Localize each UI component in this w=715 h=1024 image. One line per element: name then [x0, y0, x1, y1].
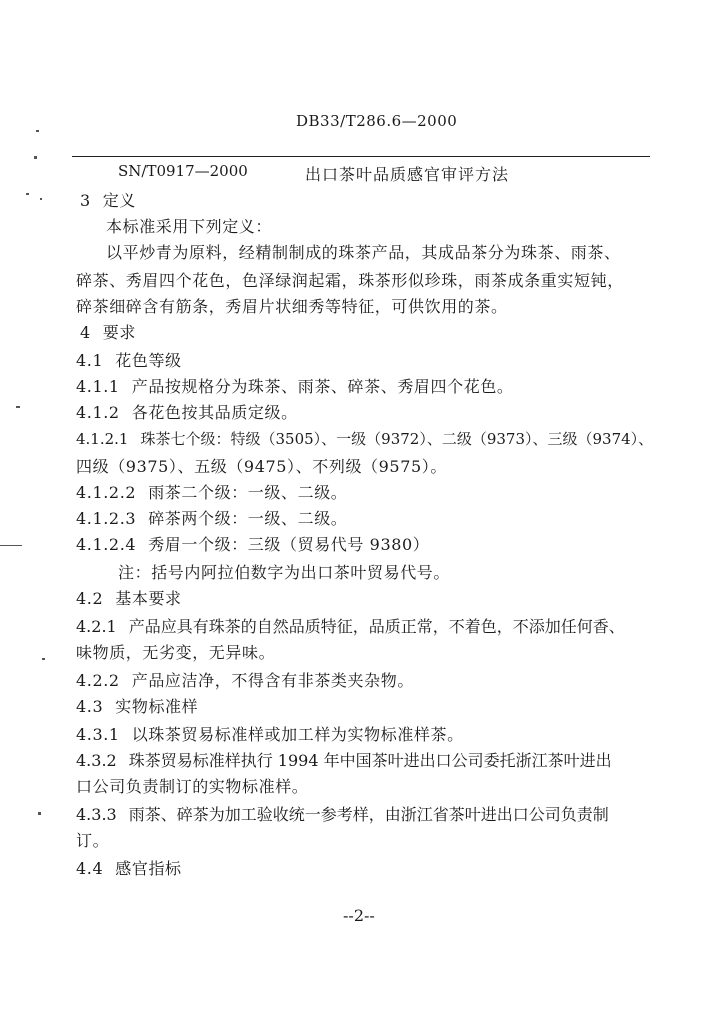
clause-number: 4.2	[76, 589, 104, 608]
clause-number: 4.1.1	[76, 377, 120, 396]
line-text: 花色等级	[115, 351, 182, 370]
line-text: 秀眉一个级：三级（贸易代号 9380）	[148, 535, 430, 554]
line-text: 定义	[102, 191, 136, 210]
scan-speck	[16, 406, 20, 408]
line-text: 珠茶贸易标准样执行 1994 年中国茶叶进出口公司委托浙江茶叶进出	[128, 751, 612, 770]
clause-number: 4.3.2	[76, 751, 117, 770]
paragraph-line	[76, 774, 308, 797]
clause-line	[76, 532, 429, 555]
clause-line	[76, 428, 653, 449]
section-number: 4	[80, 323, 91, 342]
clause-number: 4.3.3	[76, 805, 117, 824]
line-text: 感官指标	[115, 859, 182, 878]
header-rule	[72, 156, 650, 157]
line-text: 口公司负责制订的实物标准样。	[76, 777, 309, 796]
line-text: 珠茶七个级：特级（3505）、一级（9372）、二级（9373）、三级（9374）、	[140, 430, 654, 448]
clause-line	[76, 374, 514, 397]
clause-number: 4.2.2	[76, 671, 120, 690]
clause-number: 4.1	[76, 351, 104, 370]
reference-standard-code: SN/T0917—2000	[118, 162, 248, 180]
line-text: 产品应洁净，不得含有非茶类夹杂物。	[131, 671, 414, 690]
scan-speck	[26, 193, 29, 195]
clause-line	[76, 748, 612, 771]
paragraph-line	[76, 294, 508, 317]
page-number: --2--	[343, 906, 375, 925]
line-text: 产品应具有珠茶的自然品质特征，品质正常，不着色，不添加任何香、	[128, 617, 625, 636]
scan-speck	[40, 198, 42, 200]
line-text: 以平炒青为原料，经精制制成的珠茶产品，其成品茶分为珠茶、雨茶、	[106, 243, 621, 262]
clause-number: 4.1.2	[76, 403, 120, 422]
line-text: 碎茶细碎含有筋条，秀眉片状细秀等特征，可供饮用的茶。	[76, 297, 508, 316]
clause-line	[76, 694, 198, 717]
note-line	[118, 560, 450, 583]
line-text: 碎茶两个级：一级、二级。	[148, 509, 348, 528]
paragraph-line	[76, 828, 109, 851]
clause-number: 4.1.2.3	[76, 509, 137, 528]
line-text: 产品按规格分为珠茶、雨茶、碎茶、秀眉四个花色。	[131, 377, 514, 396]
clause-number: 4.4	[76, 859, 104, 878]
clause-number: 4.1.2.2	[76, 483, 137, 502]
scan-speck	[0, 545, 22, 546]
paragraph-line	[76, 454, 447, 477]
scan-speck	[34, 156, 37, 159]
clause-line	[76, 586, 182, 609]
line-text: 注：括号内阿拉伯数字为出口茶叶贸易代号。	[118, 563, 451, 582]
section-heading-4	[80, 320, 136, 343]
paragraph-line	[106, 214, 272, 237]
line-text: 订。	[76, 831, 110, 850]
clause-line	[76, 506, 347, 529]
line-text: 雨茶、碎茶为加工验收统一参考样，由浙江省茶叶进出口公司负责制	[128, 805, 609, 824]
clause-line	[76, 480, 347, 503]
paragraph-line	[106, 240, 621, 263]
clause-line	[76, 802, 609, 825]
section-number: 3	[80, 191, 91, 210]
line-text: 四级（9375）、五级（9475）、不列级（9575）。	[76, 457, 447, 476]
clause-number: 4.2.1	[76, 617, 117, 636]
clause-line	[76, 722, 464, 745]
scan-speck	[36, 130, 39, 132]
line-text: 以珠茶贸易标准样或加工样为实物标准样茶。	[131, 725, 464, 744]
section-heading-3	[80, 188, 136, 211]
line-text: 本标准采用下列定义：	[106, 217, 273, 236]
line-text: 基本要求	[115, 589, 182, 608]
paragraph-line	[76, 268, 624, 291]
reference-standard-title: 出口茶叶品质感官审评方法	[305, 165, 510, 184]
clause-line	[76, 348, 182, 371]
clause-number: 4.1.2.4	[76, 535, 137, 554]
scan-speck	[38, 812, 41, 815]
clause-number: 4.1.2.1	[76, 430, 129, 448]
scan-speck	[42, 658, 45, 660]
line-text: 碎茶、秀眉四个花色，色泽绿润起霜，珠茶形似珍珠，雨茶成条重实短钝，	[76, 271, 624, 290]
clause-number: 4.3.1	[76, 725, 120, 744]
clause-line	[76, 856, 182, 879]
line-text: 要求	[102, 323, 136, 342]
line-text: 各花色按其品质定级。	[131, 403, 298, 422]
line-text: 实物标准样	[115, 697, 199, 716]
document-code: DB33/T286.6—2000	[296, 112, 458, 130]
line-text: 雨茶二个级：一级、二级。	[148, 483, 348, 502]
paragraph-line	[76, 640, 275, 663]
clause-line	[76, 614, 625, 637]
clause-line	[76, 400, 298, 423]
clause-line	[76, 668, 414, 691]
line-text: 味物质，无劣变，无异味。	[76, 643, 276, 662]
clause-number: 4.3	[76, 697, 104, 716]
